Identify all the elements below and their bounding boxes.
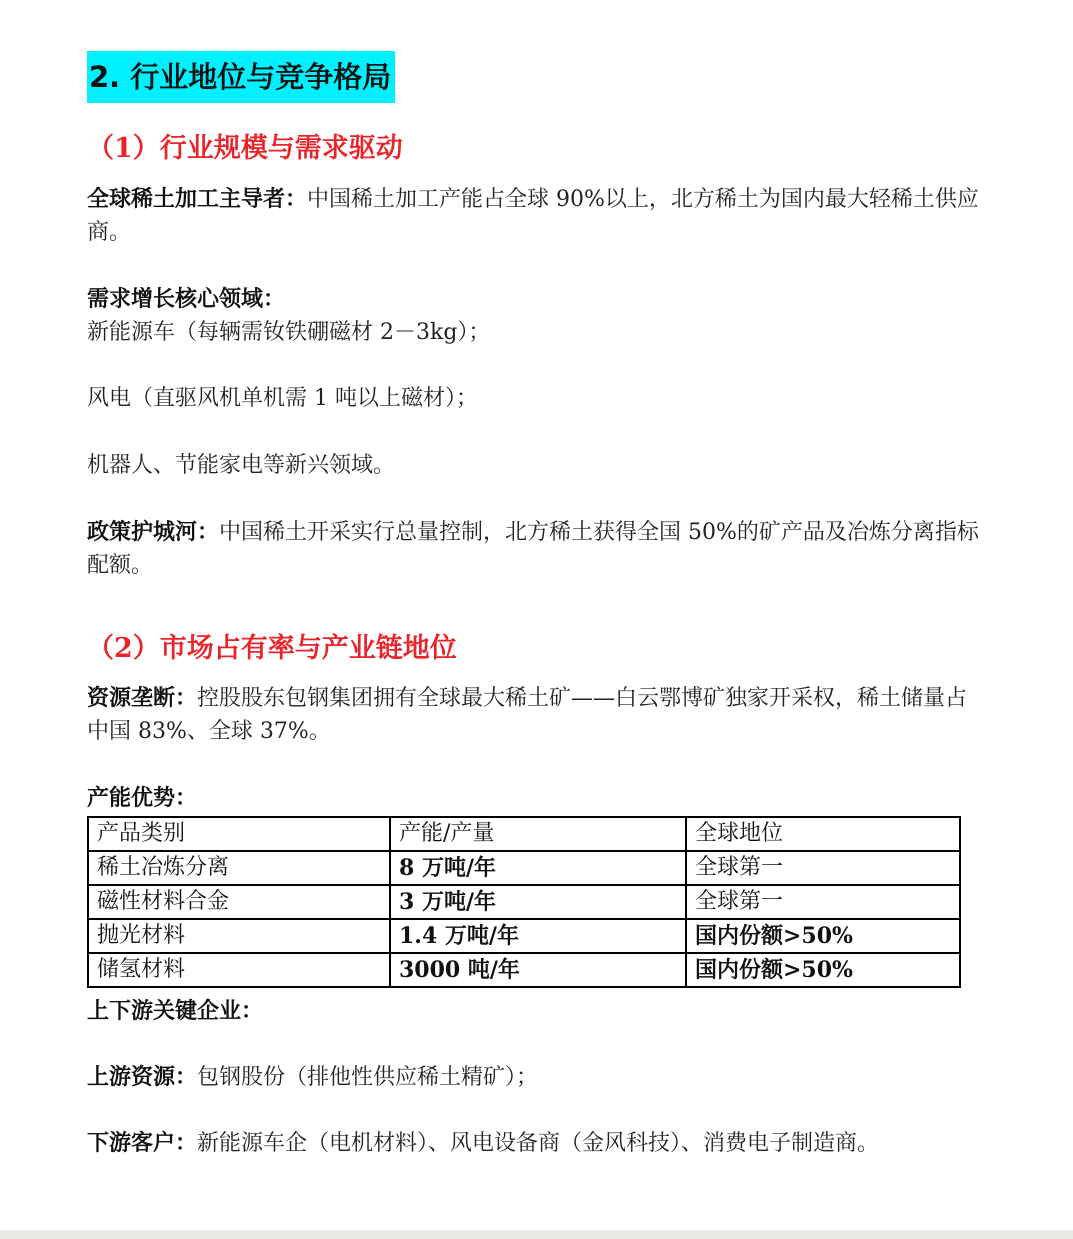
paragraph-downstream — [87, 1127, 879, 1160]
label-resource-monopoly: 资源垄断： — [87, 685, 198, 711]
label-supply-chain — [87, 995, 263, 1028]
paragraph-upstream — [87, 1061, 538, 1094]
label-demand-growth — [87, 283, 285, 316]
table-cell: 磁性材料合金 — [88, 885, 390, 919]
section-heading: 2. 行业地位与竞争格局 — [87, 51, 395, 103]
text-policy-moat: 中国稀土开采实行总量控制，北方稀土获得全国 50%的矿产品及冶炼分离指标配额。 — [87, 520, 979, 578]
table-cell: 国内份额>50% — [686, 953, 960, 987]
table-header-row — [88, 817, 960, 851]
table-cell: 1.4 万吨/年 — [390, 919, 686, 953]
paragraph-policy-moat — [87, 516, 987, 582]
demand-growth-label: 需求增长核心领域： — [87, 286, 286, 312]
paragraph-resource-monopoly — [87, 682, 987, 748]
table-header-cell: 全球地位 — [686, 817, 960, 851]
table-cell: 全球第一 — [686, 885, 960, 919]
demand-item-ev: 新能源车（每辆需钕铁硼磁材 2－3kg）； — [87, 320, 491, 345]
text-upstream: 包钢股份（排他性供应稀土精矿）； — [197, 1065, 539, 1090]
table-cell: 8 万吨/年 — [390, 851, 686, 885]
table-row — [88, 885, 960, 919]
paragraph-global-leader — [87, 183, 987, 249]
demand-item-wind: 风电（直驱风机单机需 1 吨以上磁材）； — [87, 386, 478, 411]
table-row — [88, 953, 960, 987]
table-cell: 国内份额>50% — [686, 919, 960, 953]
table-cell: 稀土冶炼分离 — [88, 851, 390, 885]
label-capacity-advantage — [87, 782, 197, 815]
label-policy-moat: 政策护城河： — [87, 519, 220, 545]
table-cell: 抛光材料 — [88, 919, 390, 953]
text-resource-monopoly: 控股股东包钢集团拥有全球最大稀土矿——白云鄂博矿独家开采权，稀土储量占中国 83%、全球 37%。 — [87, 686, 968, 744]
table-header-cell: 产品类别 — [88, 817, 390, 851]
demand-item-robots: 机器人、节能家电等新兴领域。 — [87, 453, 396, 478]
page-bottom-bar — [0, 1230, 1073, 1239]
table-row — [88, 851, 960, 885]
capacity-advantage-label: 产能优势： — [87, 785, 198, 811]
table-cell: 3000 吨/年 — [390, 953, 686, 987]
subsection-heading-1: （1）行业规模与需求驱动 — [87, 133, 403, 164]
text-downstream: 新能源车企（电机材料）、风电设备商（金风科技）、消费电子制造商。 — [197, 1131, 880, 1156]
text-global-leader: 中国稀土加工产能占全球 90%以上，北方稀土为国内最大轻稀土供应商。 — [87, 187, 979, 245]
capacity-table — [87, 816, 961, 988]
subsection-heading-2: （2）市场占有率与产业链地位 — [87, 633, 457, 664]
table-cell: 3 万吨/年 — [390, 885, 686, 919]
supply-chain-label: 上下游关键企业： — [87, 998, 264, 1024]
table-cell: 全球第一 — [686, 851, 960, 885]
table-cell: 储氢材料 — [88, 953, 390, 987]
label-global-leader: 全球稀土加工主导者： — [87, 186, 308, 212]
label-upstream: 上游资源： — [87, 1064, 198, 1090]
label-downstream: 下游客户： — [87, 1130, 198, 1156]
table-header-cell: 产能/产量 — [390, 817, 686, 851]
table-row — [88, 919, 960, 953]
